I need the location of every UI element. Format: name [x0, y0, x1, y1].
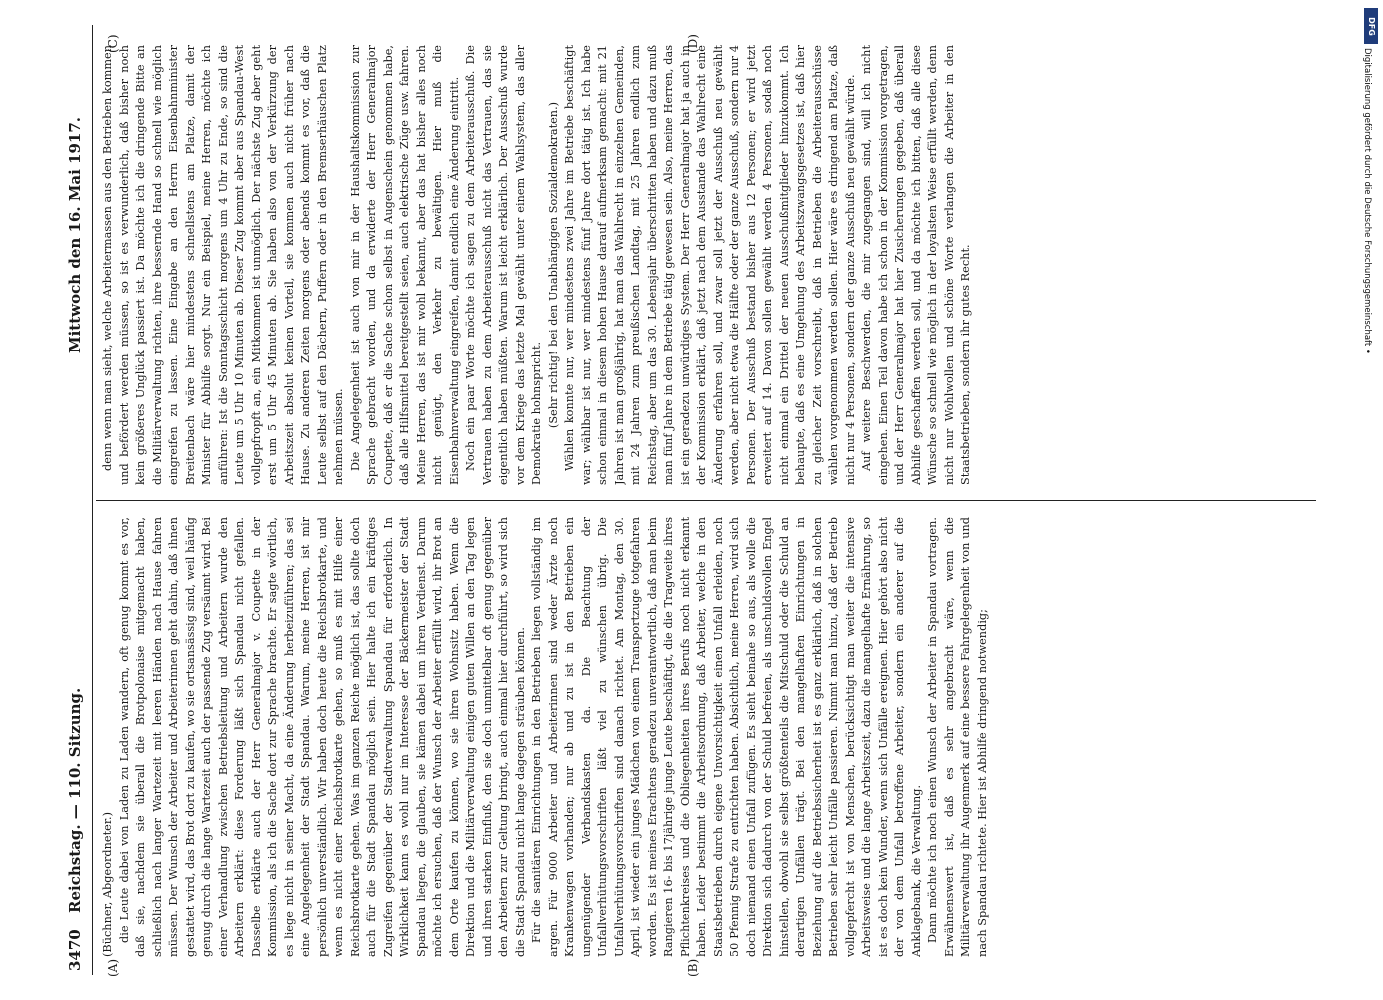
- speaker-label: (Büchner, Abgeordneter.): [101, 812, 114, 957]
- interjection: (Sehr richtig! bei den Unabhängigen Sozialdemokraten.): [546, 101, 560, 429]
- paragraph: Für die sanitären Einrichtungen in den Betrieben liegen vollständig im argen. Für 9000 Arbeiter und Arbeiterinnen sind weder Ärzte noch Krankenwagen vorhanden; nur ab und zu ist in den Betrieben ein ungenügender Verbandskasten da. Die Beachtung der Unfallverhütungsvorschriften läßt viel zu wünschen übrig. Die Unfallverhütungsvorschriften sind danach richtet. Am Montag, den 30. April, ist wieder ein junges Mädchen von einem Transportzuge totgefahren worden. Es ist meines Erachtens geradezu unverantwortlich, daß man beim Rangieren 16- bis 17jährige junge Leute beschäftigt, die die Tragweite ihres Pflichtenkreises und die Obliegenheiten ihres Berufs noch nicht erkannt haben. Leider bestimmt die Arbeitsordnung, daß Arbeiter, welche in den Staatsbetrieben durch eigene Unvorsichtigkeit einen Unfall erleiden, noch 50 Pfennig Strafe zu entrichten haben. Absichtlich, meine Herren, wird sich doch niemand einen Unfall zufügen. Es sieht beinahe so aus, als wolle die Direktion sich dadurch von der Schuld befreien, als unschuldsvollen Engel hinstellen, obwohl sie selbst größtenteils die Mitschuld oder die Schuld an derartigen Unfällen trägt. Bei den mangelhaften Einrichtungen in Beziehung auf die Betriebssicherheit ist es ganz erklärlich, daß in solchen Betrieben sehr leicht Unfälle passieren. Nimmt man hinzu, daß der Betrieb vollgepfercht ist von Menschen, berücksichtigt man weiter die intensive Arbeitsweise und die lange Arbeitszeit, dazu die mangelhafte Ernährung, so ist es doch kein Wunder, wenn sich Unfälle ereignen. Hier gehört also nicht der von dem Unfall betroffene Arbeiter, sondern ein anderer auf die Anklagebank, die Verwaltung.: [530, 517, 923, 957]
- page-header: [66, 25, 88, 975]
- margin-marker-b: (B): [686, 958, 700, 977]
- digitization-note: Digitalisierung gefördert durch die Deutsche Forschungsgemeinschaft •: [1362, 48, 1372, 354]
- paragraph: die Leute dabei von Laden zu Laden wandern, oft genug kommt es vor, daß sie, nachdem sie überall die Brotpolonaise mitgemacht haben, schließlich nach langer Wartezeit mit leeren Händen nach Hause fahren müssen. Der Wunsch der Arbeiter und Arbeiterinnen geht dahin, daß ihnen gestattet wird, das Brot dort zu kaufen, wo sie ortsansässig sind, weil häufig genug durch die lange Wartezeit auch der passende Zug versäumt wird. Bei einer Verhandlung zwischen Betriebsleitung und Arbeitern wurde den Arbeitern erklärt: diese Forderung läßt sich Spandau nicht gefallen. Dasselbe erklärte auch der Herr Generalmajor v. Coupette in der Kommission, als ich die Sache dort zur Sprache brachte. Er sagte wörtlich, es liege nicht in seiner Macht, da eine Änderung herbeizuführen; das sei eine Angelegenheit der Stadt Spandau. Warum, meine Herren, ist mir persönlich unverständlich. Wir haben doch heute die Reichsbrotkarte, und wenn es nicht einer Reichsbrotkarte gehen, so muß es mit Hilfe einer Reichsbrotkarte gehen. Was im ganzen Reiche möglich ist, das sollte doch auch für die Stadt Spandau möglich sein. Hier halte ich ein kräftiges Zugreifen gegenüber der Stadtverwaltung Spandau für erforderlich. In Wirklichkeit kann es wohl nur im Interesse der Bäckermeister der Stadt Spandau liegen, die glauben, sie kämen dabei um ihren Verdienst. Darum möchte ich ersuchen, daß der Wunsch der Arbeiter erfüllt wird, ihr Brot an dem Orte kaufen zu können, wo sie ihren Wohnsitz haben. Wenn die Direktion und die Militärverwaltung einigen guten Willen an den Tag legen und ihren starken Einfluß, den sie doch unmittelbar oft genug gegenüber den Arbeitern zur Geltung bringt, auch einmal hier durchführt, so wird sich die Stadt Spandau nicht lange dagegen sträuben können.: [117, 517, 527, 957]
- margin-marker-d: (D): [686, 34, 700, 53]
- dfg-logo-text: DFG: [1366, 16, 1376, 36]
- paragraph: Wählen konnte nur, wer mindestens zwei Jahre im Betriebe beschäftigt war; wählbar ist nur, wer mindestens fünf Jahre dort tätig ist. Ich habe schon einmal in diesem hohen Hause darauf aufmerksam gemacht: mit 21 Jahren ist man großjährig, hat man das Wahlrecht in einzelnen Gemeinden, mit 24 Jahren zum preußischen Landtag, mit 25 Jahren endlich zum Reichstag, aber um das 30. Lebensjahr überschritten haben und dazu muß man fünf Jahre in dem Betriebe tätig gewesen sein. Also, meine Herren, das ist ein geradezu unwürdiges System. Der Herr Generalmajor hat ja auch in der Kommission erklärt, daß jetzt nach dem Ausstande das Wahlrecht eine Änderung erfahren soll, und zwar soll jetzt der Ausschuß neu gewählt werden, aber nicht etwa die Hälfte oder der ganze Ausschuß, sondern nur 4 Personen. Der Ausschuß bestand bisher aus 12 Personen; er wird jetzt erweitert auf 14. Davon sollen gewählt werden 4 Personen, sodaß noch nicht einmal ein Drittel der neuen Ausschußmitglieder hinzukommt. Ich behaupte, daß es eine Umgehung des Arbeitszwangsgesetzes ist, daß hier zu gleicher Zeit vorschreibt, daß in Betrieben die Arbeiterausschüsse wählen vorgenommen werden sollen. Hier wäre es dringend am Platze, daß nicht nur 4 Personen, sondern der ganze Ausschuß neu gewählt würde.: [563, 45, 857, 485]
- header-rule: [92, 25, 93, 975]
- column-divider: [96, 500, 1316, 501]
- paragraph: Noch ein paar Worte möchte ich sagen zu dem Arbeiterausschuß. Die Vertrauen haben zu dem Arbeiterausschuß nicht das Vertrauen, das sie eigentlich haben müßten. Warum ist leicht erklärlich. Der Ausschuß wurde vor dem Kriege das letzte Mal gewählt unter einem Wahlsystem, das aller Demokratie hohnspricht.: [464, 45, 543, 485]
- paragraph: Auf weitere Beschwerden, die mir zugegangen sind, will ich nicht eingehen. Einen Teil davon habe ich schon in der Kommission vorgetragen, und der Herr Generalmajor hat hier Zusicherungen gegeben, daß überall Abhilfe geschaffen werden soll, und da möchte ich bitten, daß alle diese Wünsche so schnell wie möglich in der loyalsten Weise erfüllt werden, denn nicht nur Wohlwollen und schöne Worte verlangen die Arbeiter in den Staatsbetrieben, sondern ihr gutes Recht.: [860, 45, 972, 485]
- paragraph: denn wenn man sieht, welche Arbeitermassen aus den Betrieben kommen und befördert werden müssen, so ist es verwunderlich, daß bisher noch kein größeres Unglück passiert ist. Da möchte ich die dringende Bitte an die Militärverwaltung richten, ihre bessernde Hand so schnell wie möglich eingreifen zu lassen. Eine Eingabe an den Herrn Eisenbahnminister Breitenbach wäre hier mindestens schnellstens am Platze, damit der Minister für Abhilfe sorgt. Nur ein Beispiel, meine Herren, möchte ich anführen: Ist die Sonntagsschicht morgens um 4 Uhr zu Ende, so sind die Leute um 5 Uhr 10 Minuten ab. Dieser Zug kommt aber aus Spandau-West vollgepfropft an, ein Mitkommen ist unmöglich. Der nächste Zug aber geht erst um 5 Uhr 45 Minuten ab. Sie haben also von der Verkürzung der Arbeitszeit absolut keinen Vorteil, sie kommen auch nicht früher nach Hause. Zu anderen Zeiten morgens oder abends kommt es vor, daß die Leute selbst auf den Dächern, Puffern oder in den Bremserhäuschen Platz nehmen müssen.: [101, 45, 345, 485]
- session-title: Reichstag. — 110. Sitzung.: [66, 687, 84, 913]
- paragraph: Dann möchte ich noch einen Wunsch der Arbeiter in Spandau vortragen. Erwähnenswert ist, daß es sehr angebracht wäre, wenn die Militärverwaltung ihr Augenmerk auf eine bessere Fahrgelegenheit von und nach Spandau richtete. Hier ist Abhilfe dringend notwendig;: [926, 517, 989, 957]
- session-date: Mittwoch den 16. Mai 1917.: [66, 116, 84, 353]
- page-number: 3470: [66, 929, 84, 971]
- left-column: [100, 517, 1315, 957]
- dfg-logo: [1364, 8, 1378, 44]
- margin-marker-a: (A): [106, 958, 120, 977]
- margin-marker-c: (C): [106, 34, 120, 53]
- paragraph: Die Angelegenheit ist auch von mir in der Haushaltskommission zur Sprache gebracht worden, und da erwiderte der Herr Generalmajor Coupette, daß er die Sache schon selbst in Augenschein genommen habe, daß alle Hilfsmittel bereitgestellt seien, auch elektrische Züge usw. fahren. Meine Herren, das ist mir wohl bekannt, aber das hat bisher alles noch nicht genügt, den Verkehr zu bewältigen. Hier muß die Eisenbahnverwaltung eingreifen, damit endlich eine Änderung eintritt.: [348, 45, 461, 485]
- rotated-page: [66, 25, 1326, 975]
- right-column: [100, 45, 1315, 485]
